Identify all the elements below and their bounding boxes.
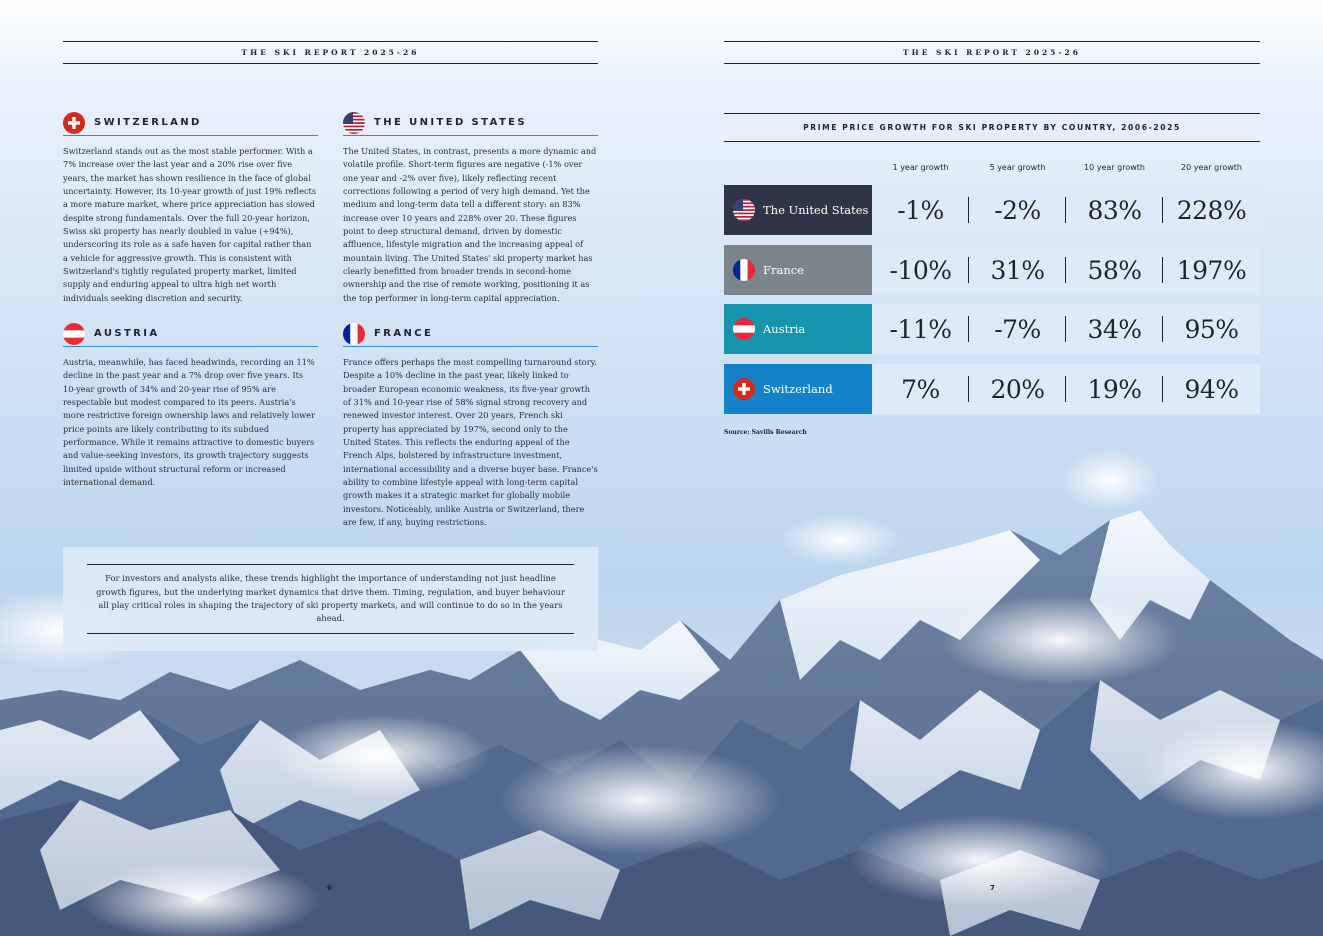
value-cell: 34%	[1066, 304, 1163, 354]
section-header	[343, 112, 598, 136]
value-cell: -1%	[872, 185, 969, 235]
section-body: France offers perhaps the most compelling turnaround story. Despite a 10% decline in the past year, likely linked to broader European economic weakness, its five-year growth of 31% and 10-year rise of 58% signal strong recovery and renewed investor interest. Over 20 years, French ski property has appreciated by 197%, second only to the United States. This reflects the enduring appeal of the French Alps, bolstered by infrastructure investment, international accessibility and a diverse buyer base. France's ability to combine lifestyle appeal with long-term capital growth makes it a strategic market for globally mobile investors. Noticeably, unlike Austria or Switzerland, there are few, if any, buying restrictions.	[343, 357, 598, 528]
column-header-5-year: 5 year growth	[989, 163, 1046, 172]
section-title: SWITZERLAND	[94, 117, 202, 128]
value-cell: 58%	[1066, 245, 1163, 295]
value-cell: 31%	[969, 245, 1066, 295]
row-label	[724, 304, 872, 354]
switzerland-flag-icon	[63, 112, 85, 134]
table-row-switzerland	[724, 364, 1260, 414]
section-header	[343, 323, 598, 347]
section-body: The United States, in contrast, presents a more dynamic and volatile profile. Short-term figures are negative (-1% over one year and -2% over five), likely reflecting recent corrections following a period of very high demand. Yet the medium and long-term data tell a different story: an 83% increase over 10 years and 228% over 20. These figures point to deep structural demand, driven by domestic affluence, lifestyle migration and the increasing appeal of mountain living. The United States' ski property market has clearly benefitted from broader trends in second-home ownership and the rise of remote working, positioning it as the top performer in long-term capital appreciation.	[343, 146, 597, 303]
section-switzerland	[63, 112, 318, 305]
table-source-note: Source: Savills Research	[724, 429, 807, 436]
country-name: The United States	[763, 203, 869, 217]
running-header-left: THE SKI REPORT 2025-26	[63, 41, 598, 64]
table-row-austria	[724, 304, 1260, 354]
france-flag-icon	[733, 259, 755, 281]
page-number-right: 7	[990, 884, 995, 892]
row-label	[724, 364, 872, 414]
section-body: Austria, meanwhile, has faced headwinds, recording an 11% decline in the past year and a 7% drop over five years. Its 10-year growth of 34% and 20-year rise of 95% are respectable but modest compared to its peers. Austria's more restrictive foreign ownership laws and relatively lower price points are likely contributing to its subdued performance. While it remains attractive to domestic buyers and value-seeking investors, its growth trajectory suggests limited upside without structural reform or increased international demand.	[63, 357, 315, 488]
france-flag-icon	[343, 323, 365, 345]
country-name: Austria	[763, 322, 806, 336]
value-cell: 95%	[1184, 314, 1239, 344]
table-row-united-states	[724, 185, 1260, 235]
section-header	[63, 112, 318, 136]
running-header-right: THE SKI REPORT 2025-26	[724, 41, 1260, 64]
row-values	[872, 245, 1260, 295]
value-cell: -7%	[969, 304, 1066, 354]
value-cell: 94%	[1184, 374, 1239, 404]
value-cell: -10%	[872, 245, 969, 295]
row-values	[872, 304, 1260, 354]
summary-callout	[63, 547, 598, 651]
column-header-10-year: 10 year growth	[1084, 163, 1145, 172]
section-title: FRANCE	[374, 328, 434, 339]
section-austria	[63, 323, 318, 489]
country-name: Switzerland	[763, 382, 833, 396]
us-flag-icon	[343, 112, 365, 134]
row-values	[872, 185, 1260, 235]
section-title: AUSTRIA	[94, 328, 160, 339]
value-cell: 228%	[1176, 195, 1247, 225]
value-cell: -11%	[872, 304, 969, 354]
value-cell: 19%	[1066, 364, 1163, 414]
value-cell: 197%	[1176, 255, 1247, 285]
table-row-france	[724, 245, 1260, 295]
row-values	[872, 364, 1260, 414]
austria-flag-icon	[733, 318, 755, 340]
page-number-left: 6	[327, 884, 332, 892]
value-cell: -2%	[969, 185, 1066, 235]
country-name: France	[763, 263, 804, 277]
column-header-1-year: 1 year growth	[892, 163, 949, 172]
austria-flag-icon	[63, 323, 85, 345]
row-label	[724, 245, 872, 295]
left-page	[63, 0, 598, 936]
section-title: THE UNITED STATES	[374, 117, 528, 128]
table-column-headers	[872, 163, 1260, 172]
section-header	[63, 323, 318, 347]
section-france	[343, 323, 598, 529]
table-title: PRIME PRICE GROWTH FOR SKI PROPERTY BY COUNTRY, 2006-2025	[724, 113, 1260, 142]
value-cell: 83%	[1066, 185, 1163, 235]
right-page	[724, 0, 1260, 936]
summary-callout-text: For investors and analysts alike, these trends highlight the importance of understanding not just headline growth figures, but the underlying market dynamics that drive them. Timing, regulation, and buyer behaviour all play critical roles in shaping the trajectory of ski property markets, and will continue to do so in the years ahead.	[87, 564, 574, 634]
value-cell: 7%	[872, 364, 969, 414]
value-cell: 20%	[969, 364, 1066, 414]
us-flag-icon	[733, 199, 755, 221]
section-body: Switzerland stands out as the most stable performer. With a 7% increase over the last year and a 20% rise over five years, the market has shown resilience in the face of global uncertainty. However, its 10-year growth of just 19% reflects a more mature market, where price appreciation has slowed despite strong fundamentals. Over the full 20-year horizon, Swiss ski property has nearly doubled in value (+94%), underscoring its role as a safe haven for capital rather than a vehicle for aggressive growth. This is consistent with Switzerland's tightly regulated property market, limited supply and enduring appeal to ultra high net worth individuals seeking discretion and security.	[63, 146, 317, 303]
column-header-20-year: 20 year growth	[1181, 163, 1242, 172]
switzerland-flag-icon	[733, 378, 755, 400]
row-label	[724, 185, 872, 235]
section-united-states	[343, 112, 598, 305]
